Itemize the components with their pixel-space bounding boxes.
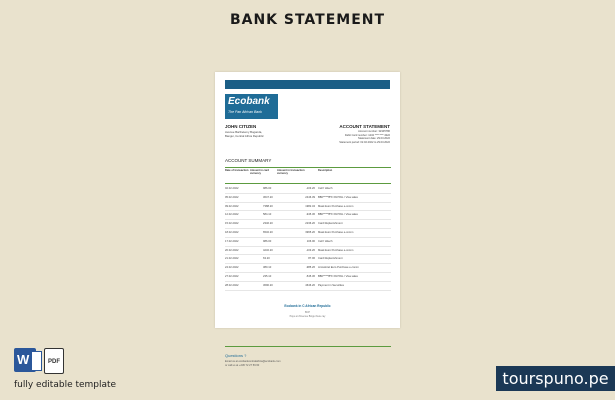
table-row: [225, 185, 391, 194]
cell-description: Arrowintel Euro Purchase e-comm: [318, 266, 359, 270]
cell-card-amount: 2346.20: [263, 222, 273, 226]
cell-transaction-amount: 3965.20: [305, 230, 315, 234]
cell-date: 15.02.2022: [225, 222, 239, 226]
cell-transaction-amount: -985.26: [305, 266, 315, 270]
logo-tagline: The Pan African Bank: [228, 110, 262, 114]
logo-name: Ecobank: [228, 96, 270, 107]
cell-card-amount: 986.00: [263, 239, 272, 243]
statement-document: [215, 72, 400, 367]
cell-date: 24.02.2022: [225, 266, 239, 270]
account-statement-title: ACCOUNT STATEMENT: [339, 124, 390, 129]
cell-transaction-amount: -103.20: [305, 248, 315, 252]
cell-transaction-amount: -545.36: [305, 274, 315, 278]
cell-transaction-amount: -945.36: [305, 213, 315, 217]
table-row: [225, 220, 391, 229]
cell-card-amount: 986.00: [263, 187, 272, 190]
brand-badge[interactable]: tourspuno.pe: [496, 366, 615, 391]
header-description: Description: [318, 169, 333, 172]
table-header: [225, 169, 391, 179]
customer-address-line: Avenue Barthelemy Boganda,: [225, 130, 263, 134]
cell-description: BBF*****B*F PAYPAL / Visa sales: [318, 274, 358, 278]
cell-date: 18.02.2022: [225, 230, 239, 234]
cell-transaction-amount: 2446.39: [305, 195, 315, 199]
footer-bank-name: Ecobank in C African Republic: [284, 304, 331, 308]
header-card: Amount in card currency: [250, 169, 270, 176]
footer-line: BCP: [305, 311, 310, 314]
table-row: [225, 203, 391, 212]
cell-card-amount: 235.10: [263, 274, 272, 278]
header-bar: [225, 80, 390, 89]
divider: [225, 183, 391, 184]
cell-transaction-amount: 1982.34: [305, 204, 315, 208]
cell-card-amount: 3690.20: [263, 283, 273, 287]
cell-transaction-amount: 87.06: [308, 257, 315, 261]
cell-description: Payment in Securities: [318, 283, 344, 287]
cell-date: 09.02.2022: [225, 204, 239, 208]
account-line: Statement period: 02.02.2022 to 29.03.2022: [339, 141, 390, 145]
table-row: [225, 255, 391, 264]
cell-date: 21.02.2022: [225, 257, 239, 261]
questions-title: Questions ?: [225, 353, 247, 358]
cell-card-amount: 7388.20: [263, 204, 273, 208]
divider: [225, 346, 391, 347]
table-row: [225, 264, 391, 273]
cell-description: BBF*****B*F PAYPAL / Visa sales: [318, 213, 358, 217]
table-row: [225, 247, 391, 256]
cell-card-amount: 584.10: [263, 213, 272, 217]
cell-description: Mask Euro Purchase e-comm: [318, 204, 354, 208]
cell-card-amount: 3647.20: [263, 195, 273, 199]
cell-transaction-amount: -103.20: [305, 187, 315, 190]
cell-date: 02.02.2022: [225, 187, 239, 190]
pdf-icon: PDF: [44, 348, 64, 374]
cell-date: 05.02.2022: [225, 195, 239, 199]
cell-description: Cell f Hitech: [318, 187, 333, 190]
cell-card-amount: 63.20: [263, 257, 270, 261]
cell-transaction-amount: 106.00: [306, 239, 315, 243]
customer-name: JOHN CITIZEN: [225, 124, 257, 129]
cell-description: BBF*****B*F PAYPAL / Visa sales: [318, 195, 358, 199]
bank-logo: [225, 94, 278, 119]
table-row: [225, 238, 391, 247]
transactions-table: [225, 185, 391, 291]
contact-line: Email us at ecobankcentralafrica@ecobank.com: [225, 360, 281, 363]
word-icon: W: [14, 348, 36, 372]
table-row: [225, 282, 391, 291]
cell-description: Mask Euro Purchase e-comm: [318, 230, 354, 234]
cell-card-amount: 6532.20: [263, 230, 273, 234]
cell-transaction-amount: 2236.20: [305, 222, 315, 226]
account-details: [300, 130, 390, 145]
cell-description: Cell f Hitech: [318, 239, 333, 243]
account-line: Debit Card number: 1234 **** **** 4322: [344, 133, 390, 137]
account-line: Account number: 32345786: [358, 130, 390, 133]
cell-date: 12.02.2022: [225, 213, 239, 217]
customer-address: [225, 131, 295, 138]
table-row: [225, 273, 391, 282]
customer-address-line: Bangui, Central Africa Republic: [225, 133, 264, 138]
header-balance: Amount in transaction currency: [277, 169, 305, 176]
cell-date: 28.02.2022: [225, 283, 239, 287]
cell-card-amount: 380.10: [263, 266, 272, 270]
table-row: [225, 211, 391, 220]
table-row: [225, 229, 391, 238]
page-title: BANK STATEMENT: [229, 12, 386, 28]
cell-description: Card Replenishment: [318, 257, 343, 261]
cell-transaction-amount: 4646.20: [305, 283, 315, 287]
cell-date: 27.02.2022: [225, 274, 239, 278]
cell-description: Card Replenishment: [318, 222, 343, 226]
header-date: Date of transaction: [225, 169, 249, 172]
account-summary-title: ACCOUNT SUMMARY: [225, 158, 272, 163]
divider: [225, 167, 391, 168]
account-line: Statement date: 29.03.2022: [357, 137, 390, 141]
cell-date: 17.02.2022: [225, 239, 239, 243]
contact-line: or call us at +236 72 27 59 60: [225, 364, 260, 367]
cell-card-amount: 4232.20: [263, 248, 273, 252]
editable-template-label: fully editable template: [14, 380, 117, 390]
footer-line: Pays at d'Avenue Bingui Kete cay: [289, 315, 326, 318]
cell-description: Mask Euro Purchase e-comm: [318, 248, 354, 252]
table-row: [225, 194, 391, 203]
cell-date: 20.02.2022: [225, 248, 239, 252]
